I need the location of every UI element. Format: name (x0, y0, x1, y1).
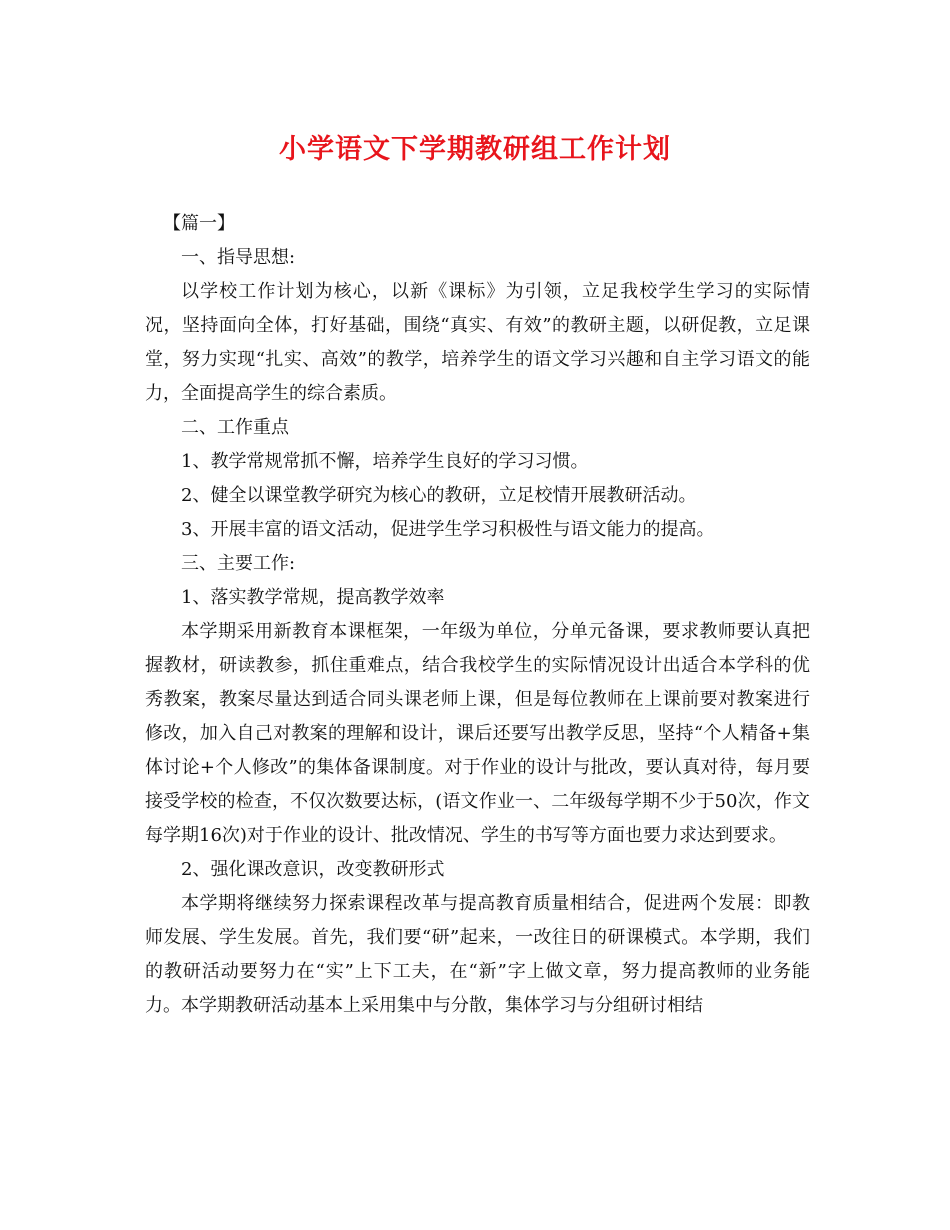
list-item-focus-1: 1、教学常规常抓不懈，培养学生良好的学习习惯。 (181, 451, 589, 472)
paragraph-guiding-ideology: 以学校工作计划为核心，以新《课标》为引领，立足我校学生学习的实际情况，坚持面向全体，打好基础，围绕“真实、有效”的教研主题，以研促教，立足课堂，努力实现“扎实、高效”的教学，培养学生的语文学习兴趣和自主学习语文的能力，全面提高学生的综合素质。 (145, 281, 810, 404)
subheading-curriculum-reform: 2、强化课改意识，改变教研形式 (181, 859, 445, 880)
list-item-focus-3: 3、开展丰富的语文活动，促进学生学习积极性与语文能力的提高。 (181, 519, 715, 540)
document-title: 小学语文下学期教研组工作计划 (279, 134, 671, 165)
list-item-focus-2: 2、健全以课堂教学研究为核心的教研，立足校情开展教研活动。 (181, 485, 697, 506)
heading-work-focus: 二、工作重点 (181, 417, 289, 438)
document-body (145, 207, 810, 1023)
subheading-teaching-routine: 1、落实教学常规，提高教学效率 (181, 587, 445, 608)
heading-main-work: 三、主要工作: (181, 553, 296, 574)
heading-guiding-ideology: 一、指导思想: (181, 247, 296, 268)
paragraph-teaching-routine: 本学期采用新教育本课框架，一年级为单位，分单元备课，要求教师要认真把握教材，研读教参，抓住重难点，结合我校学生的实际情况设计出适合本学科的优秀教案，教案尽量达到适合同头课老师上课，但是每位教师在上课前要对教案进行修改，加入自己对教案的理解和设计，课后还要写出教学反思，坚持“个人精备+集体讨论+个人修改”的集体备课制度。对于作业的设计与批改，要认真对待，每月要接受学校的检查，不仅次数要达标，(语文作业一、二年级每学期不少于50次，作文每学期16次)对于作业的设计、批改情况、学生的书写等方面也要力求达到要求。 (145, 621, 810, 846)
section-marker: 【篇一】 (163, 213, 235, 234)
paragraph-curriculum-reform: 本学期将继续努力探索课程改革与提高教育质量相结合，促进两个发展：即教师发展、学生发展。首先，我们要“研”起来，一改往日的研课模式。本学期，我们的教研活动要努力在“实”上下工夫，在“新”字上做文章，努力提高教师的业务能力。本学期教研活动基本上采用集中与分散，集体学习与分组研讨相结 (145, 893, 810, 1016)
